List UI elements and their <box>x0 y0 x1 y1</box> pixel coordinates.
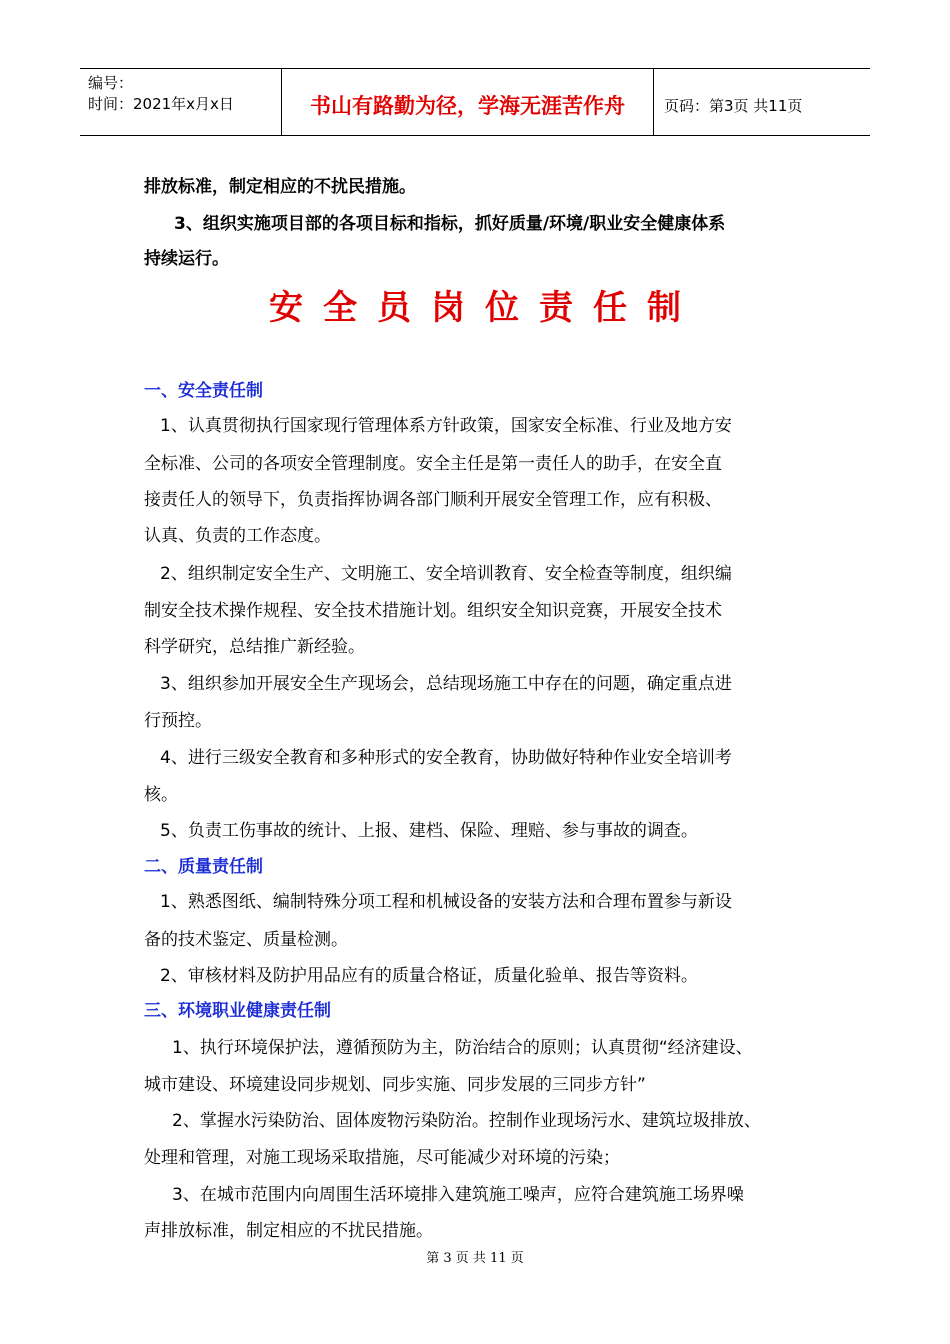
header-motto: 书山有路勤为径，学海无涯苦作舟 <box>282 69 654 135</box>
paragraph-line: 接责任人的领导下，负责指挥协调各部门顺利开展安全管理工作，应有积极、 <box>144 490 722 510</box>
paragraph-line: 处理和管理，对施工现场采取措施，尽可能减少对环境的污染； <box>144 1148 620 1168</box>
document-title: 安全员岗位责任制 <box>269 288 701 328</box>
paragraph-line: 2、组织制定安全生产、文明施工、安全培训教育、安全检查等制度，组织编 <box>160 564 732 584</box>
document-date: 时间：2021年x月x日 <box>88 95 234 113</box>
paragraph-line: 核。 <box>144 785 178 805</box>
paragraph-line: 声排放标准，制定相应的不扰民措施。 <box>144 1221 433 1241</box>
paragraph-line: 1、熟悉图纸、编制特殊分项工程和机械设备的安装方法和合理布置参与新设 <box>160 892 732 912</box>
paragraph-line: 2、审核材料及防护用品应有的质量合格证，质量化验单、报告等资料。 <box>160 966 698 986</box>
paragraph-line: 城市建设、环境建设同步规划、同步实施、同步发展的三同步方针” <box>144 1075 646 1095</box>
paragraph-line: 3、在城市范围内向周围生活环境排入建筑施工噪声，应符合建筑施工场界噪 <box>172 1185 744 1205</box>
section-heading: 一、安全责任制 <box>144 381 263 401</box>
paragraph-line: 1、执行环境保护法，遵循预防为主，防治结合的原则；认真贯彻“经济建设、 <box>172 1038 753 1058</box>
paragraph-line: 4、进行三级安全教育和多种形式的安全教育，协助做好特种作业安全培训考 <box>160 748 732 768</box>
intro-line: 排放标准，制定相应的不扰民措施。 <box>144 177 416 197</box>
intro-line: 3、组织实施项目部的各项目标和指标，抓好质量/环境/职业安全健康体系 <box>174 214 726 234</box>
paragraph-line: 3、组织参加开展安全生产现场会，总结现场施工中存在的问题，确定重点进 <box>160 674 732 694</box>
header-meta <box>80 69 282 135</box>
header-page-info: 页码：第3页 共11页 <box>664 96 803 115</box>
paragraph-line: 全标准、公司的各项安全管理制度。安全主任是第一责任人的助手，在安全直 <box>144 454 722 474</box>
paragraph-line: 5、负责工伤事故的统计、上报、建档、保险、理赔、参与事故的调查。 <box>160 821 698 841</box>
page-header <box>80 68 870 136</box>
section-heading: 三、环境职业健康责任制 <box>144 1001 331 1021</box>
paragraph-line: 2、掌握水污染防治、固体废物污染防治。控制作业现场污水、建筑垃圾排放、 <box>172 1111 761 1131</box>
paragraph-line: 科学研究，总结推广新经验。 <box>144 637 365 657</box>
paragraph-line: 1、认真贯彻执行国家现行管理体系方针政策，国家安全标准、行业及地方安 <box>160 416 732 436</box>
paragraph-line: 行预控。 <box>144 711 212 731</box>
document-number: 编号： <box>88 74 134 92</box>
section-heading: 二、质量责任制 <box>144 857 263 877</box>
page-footer: 第 3 页 共 11 页 <box>426 1251 524 1266</box>
paragraph-line: 认真、负责的工作态度。 <box>144 526 331 546</box>
paragraph-line: 制安全技术操作规程、安全技术措施计划。组织安全知识竞赛，开展安全技术 <box>144 601 722 621</box>
paragraph-line: 备的技术鉴定、质量检测。 <box>144 930 348 950</box>
intro-line: 持续运行。 <box>144 249 229 269</box>
